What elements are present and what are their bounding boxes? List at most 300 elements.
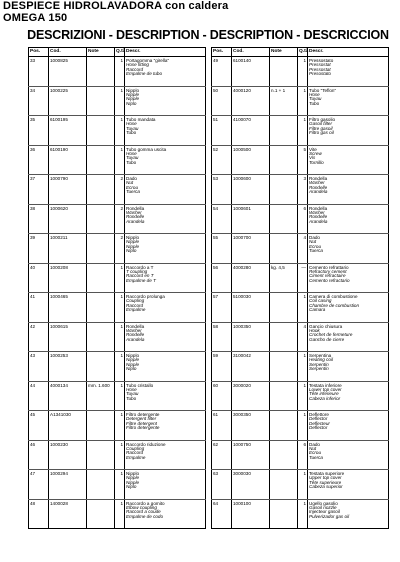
descr-line: Niplo xyxy=(126,248,137,254)
cell-descr xyxy=(125,204,206,234)
descr-line: Raccordo a gomito xyxy=(126,500,165,506)
cell-note xyxy=(87,440,115,470)
descr-line: Niplo xyxy=(126,366,137,372)
cell-qta: 1 xyxy=(115,322,125,352)
cell-pos: 47 xyxy=(29,470,49,500)
table-row xyxy=(212,234,389,264)
cell-descr xyxy=(125,145,206,175)
descr-line: Tuerca xyxy=(126,189,140,195)
descr-line: Serpentina xyxy=(309,353,332,358)
descr-line: Hose xyxy=(126,386,137,392)
col-pos-header: Pos. xyxy=(29,48,49,57)
cell-qta: 1 xyxy=(298,57,308,87)
descr-line: Testata inferiore xyxy=(309,382,342,388)
descr-line: Raccord xyxy=(126,66,144,72)
table-row xyxy=(29,145,206,175)
descr-line: Washer xyxy=(126,209,142,215)
cell-note xyxy=(87,411,115,441)
cell-note xyxy=(87,499,115,529)
col-note-header: Note xyxy=(270,48,298,57)
table-row xyxy=(212,145,389,175)
descr-line: Deflector xyxy=(309,416,328,422)
table-row xyxy=(29,470,206,500)
model-name: OMEGA 150 xyxy=(3,12,68,24)
descr-line: Rondella xyxy=(126,205,145,211)
descr-line: Testata superiore xyxy=(309,471,345,476)
descr-line: Nipplo xyxy=(126,235,140,240)
cell-descr xyxy=(125,234,206,264)
cell-pos: 40 xyxy=(29,263,49,293)
descr-line: Nipple xyxy=(126,361,140,367)
descr-line: Serpentin xyxy=(309,366,329,372)
descr-line: Ecrou xyxy=(309,450,322,456)
table-row xyxy=(29,263,206,293)
descr-line: Rondella xyxy=(126,323,145,329)
descr-line: Raccordo prolunga xyxy=(126,294,165,299)
cell-pos: 52 xyxy=(212,145,232,175)
descr-line: Tuerca xyxy=(309,248,323,254)
cell-descr xyxy=(125,440,206,470)
cell-descr xyxy=(308,145,389,175)
descr-line: Pressostato xyxy=(309,58,334,63)
cell-note xyxy=(87,352,115,382)
title-main: DESPIECE HIDROLAVADORA xyxy=(3,0,162,12)
table-row xyxy=(29,86,206,116)
descr-line: Arandela xyxy=(126,336,145,342)
descr-line: Rondelle xyxy=(126,214,145,220)
cell-pos: 58 xyxy=(212,322,232,352)
descr-line: Coil casing xyxy=(309,298,332,304)
table-row xyxy=(29,116,206,146)
cell-cod: 1400028 xyxy=(49,499,87,529)
cell-qta: — xyxy=(298,263,308,293)
descr-line: Filtre gasoil xyxy=(309,125,333,131)
descr-line: Ecrou xyxy=(309,243,322,249)
cell-note: mm. 1.600 xyxy=(87,381,115,411)
descr-line: Filtre detergent xyxy=(126,420,157,426)
cell-qta: 1 xyxy=(298,86,308,116)
descr-line: Deflettore xyxy=(309,412,329,417)
descr-line: Washer xyxy=(309,209,325,215)
cell-qta: 1 xyxy=(115,440,125,470)
parts-tables xyxy=(28,47,388,559)
descr-line: Ecrou xyxy=(126,184,139,190)
table-row xyxy=(29,352,206,382)
cell-qta: 1 xyxy=(115,381,125,411)
col-qta-header: Q.tà xyxy=(298,48,308,57)
descr-line: Cabeza inferior xyxy=(309,395,341,401)
descr-line: Dado xyxy=(309,235,320,240)
col-cod-header: Cod. xyxy=(49,48,87,57)
table-row xyxy=(212,204,389,234)
descr-line: Niplo xyxy=(126,100,137,106)
cell-pos: 44 xyxy=(29,381,49,411)
cell-cod: 1000620 xyxy=(49,204,87,234)
cell-descr xyxy=(125,86,206,116)
descr-line: Tuyau xyxy=(309,96,322,102)
descr-line: Tubo xyxy=(309,100,320,106)
descr-line: Tubo "Teflon" xyxy=(309,87,337,93)
descr-line: Nipplo xyxy=(126,353,140,358)
cell-pos: 36 xyxy=(29,145,49,175)
cell-note xyxy=(270,352,298,382)
descr-line: Nipple xyxy=(126,243,140,249)
cell-note xyxy=(87,175,115,205)
cell-pos: 48 xyxy=(29,499,49,529)
cell-qta: 3 xyxy=(298,175,308,205)
table-header-row xyxy=(29,48,206,57)
cell-pos: 62 xyxy=(212,440,232,470)
cell-note xyxy=(270,440,298,470)
cell-qta: 1 xyxy=(115,411,125,441)
cell-descr xyxy=(125,411,206,441)
descr-line: Ugello gasolio xyxy=(309,500,338,506)
descr-line: Niplo xyxy=(126,484,137,490)
descr-line: Camera di combustione xyxy=(309,294,358,299)
cell-descr xyxy=(308,293,389,323)
cell-pos: 38 xyxy=(29,204,49,234)
cell-note xyxy=(270,204,298,234)
descr-line: Tête inferieure xyxy=(309,391,339,397)
descr-line: Vis xyxy=(309,155,316,161)
table-row xyxy=(29,57,206,87)
cell-descr xyxy=(308,57,389,87)
cell-cod: 3000020 xyxy=(232,381,270,411)
table-row xyxy=(212,293,389,323)
table-row xyxy=(212,322,389,352)
descr-line: Tubo xyxy=(126,159,137,165)
col-descr-header: Descr. xyxy=(125,48,206,57)
cell-pos: 41 xyxy=(29,293,49,323)
cell-note xyxy=(270,57,298,87)
cell-cod: 4000134 xyxy=(49,381,87,411)
cell-descr xyxy=(125,293,206,323)
cell-descr xyxy=(125,116,206,146)
cell-cod: 1000600 xyxy=(232,175,270,205)
descr-line: Rondelle xyxy=(126,332,145,338)
descr-line: Hose xyxy=(126,150,137,156)
cell-cod: 1000230 xyxy=(49,440,87,470)
cell-cod: 1000825 xyxy=(49,57,87,87)
cell-qta: 1 xyxy=(298,381,308,411)
cell-note: n.1 + 1 xyxy=(270,86,298,116)
descr-line: Deflecteur xyxy=(309,420,330,426)
cell-descr xyxy=(308,470,389,500)
descr-line: Nipple xyxy=(126,91,140,97)
col-pos-header: Pos. xyxy=(212,48,232,57)
descr-line: Crochet de fermeture xyxy=(309,332,353,338)
cell-cod: 1000211 xyxy=(49,234,87,264)
table-row xyxy=(212,175,389,205)
cell-note xyxy=(270,322,298,352)
cell-qta: 1 xyxy=(115,499,125,529)
descr-line: Empalme de codo xyxy=(126,513,164,519)
cell-descr xyxy=(125,499,206,529)
descr-line: Cemento refrattario xyxy=(309,264,349,270)
descr-line: Arandela xyxy=(309,189,328,195)
descr-line: Hose fitting xyxy=(126,62,149,68)
cell-pos: 39 xyxy=(29,234,49,264)
parts-table-left xyxy=(28,47,206,529)
cell-note xyxy=(270,470,298,500)
cell-descr xyxy=(308,204,389,234)
descr-line: Deflector xyxy=(309,425,328,431)
descr-line: Tubo gomma uscita xyxy=(126,146,167,152)
cell-descr xyxy=(308,381,389,411)
table-row xyxy=(212,499,389,529)
cell-pos: 56 xyxy=(212,263,232,293)
descr-line: Tornillo xyxy=(309,159,324,165)
cell-descr xyxy=(308,440,389,470)
descr-line: Dado xyxy=(126,176,137,181)
cell-cod: 3000350 xyxy=(232,411,270,441)
descr-line: Hose xyxy=(126,121,137,127)
descr-line: Rondella xyxy=(309,176,328,181)
cell-note xyxy=(270,145,298,175)
descr-line: Raccord xyxy=(126,450,144,456)
descr-line: Heating coil xyxy=(309,357,334,363)
descr-line: Coupling xyxy=(126,445,145,451)
cell-descr xyxy=(125,57,206,87)
table-row xyxy=(29,175,206,205)
cell-qta: 1 xyxy=(298,293,308,323)
descr-line: Presostato xyxy=(309,71,331,77)
descr-line: Tuyau xyxy=(126,391,139,397)
descr-line: Rondelle xyxy=(309,184,328,190)
cell-descr xyxy=(125,470,206,500)
descr-line: Empalme de tubo xyxy=(126,71,163,77)
cell-cod: 1000750 xyxy=(232,440,270,470)
col-note-header: Note xyxy=(87,48,115,57)
table-row xyxy=(29,440,206,470)
descr-line: Cabeza superior xyxy=(309,484,343,490)
descr-line: Gasoil filter xyxy=(309,121,332,127)
cell-descr xyxy=(308,352,389,382)
descr-line: Nut xyxy=(309,445,317,451)
table-row xyxy=(212,116,389,146)
cell-qta: 4 xyxy=(298,234,308,264)
descr-line: Tête superieure xyxy=(309,479,342,485)
descr-line: Nut xyxy=(309,239,317,245)
cell-pos: 61 xyxy=(212,411,232,441)
cell-pos: 64 xyxy=(212,499,232,529)
col-qta-header: Q.tà xyxy=(115,48,125,57)
descr-line: Dado xyxy=(309,441,320,447)
descr-line: Nut xyxy=(126,180,134,186)
cell-cod: 1000601 xyxy=(232,204,270,234)
descr-line: Tubo xyxy=(126,395,137,401)
descr-line: Raccord xyxy=(126,302,144,308)
cell-pos: 50 xyxy=(212,86,232,116)
descr-line: Filtro detergente xyxy=(126,425,160,431)
descr-line: Gasoil nozzle xyxy=(309,504,337,510)
cell-descr xyxy=(308,263,389,293)
cell-qta: 1 xyxy=(115,293,125,323)
descr-line: Raccord a coude xyxy=(126,509,161,515)
descr-line: Gancho de cierre xyxy=(309,336,345,342)
descr-line: Camara xyxy=(309,307,326,313)
cell-pos: 57 xyxy=(212,293,232,323)
cell-descr xyxy=(125,175,206,205)
cell-descr xyxy=(308,234,389,264)
descr-line: Nipple xyxy=(126,475,140,481)
descr-line: Empalme xyxy=(126,454,146,460)
table-row xyxy=(212,381,389,411)
descr-line: Vite xyxy=(309,146,317,152)
cell-cod: 1000465 xyxy=(49,293,87,323)
cell-pos: 37 xyxy=(29,175,49,205)
descr-line: Nipplo xyxy=(126,471,140,476)
descr-line: Hook xyxy=(309,327,320,333)
descr-line: Refractory cement xyxy=(309,268,347,274)
cell-qta: 1 xyxy=(115,57,125,87)
cell-descr xyxy=(125,381,206,411)
descr-line: Arandela xyxy=(126,218,145,224)
cell-cod: 1000208 xyxy=(49,263,87,293)
table-row xyxy=(212,86,389,116)
cell-pos: 42 xyxy=(29,322,49,352)
title-line xyxy=(3,0,228,12)
descr-line: Rondella xyxy=(309,205,328,211)
cell-descr xyxy=(308,411,389,441)
cell-qta: 1 xyxy=(298,470,308,500)
cell-cod: 6100195 xyxy=(49,116,87,146)
descr-line: Serpentin xyxy=(309,361,329,367)
cell-note xyxy=(270,234,298,264)
cell-qta: 4 xyxy=(298,322,308,352)
cell-qta: 1 xyxy=(115,470,125,500)
document-heading xyxy=(3,0,228,24)
cell-note xyxy=(87,116,115,146)
cell-descr xyxy=(125,322,206,352)
descr-line: Nipple xyxy=(126,479,140,485)
cell-pos: 35 xyxy=(29,116,49,146)
cell-pos: 45 xyxy=(29,411,49,441)
cell-cod: 1000790 xyxy=(49,175,87,205)
descr-line: Filtro gasolio xyxy=(309,117,336,122)
cell-pos: 33 xyxy=(29,57,49,87)
table-row xyxy=(212,440,389,470)
descr-line: Tuyau xyxy=(126,155,139,161)
descr-line: Raccord en T xyxy=(126,273,154,279)
descr-line: Portagomma "girella" xyxy=(126,58,170,63)
descr-line: Washer xyxy=(309,180,325,186)
descr-line: Coupling xyxy=(126,298,145,304)
cell-descr xyxy=(308,86,389,116)
cell-qta: 1 xyxy=(298,411,308,441)
cell-descr xyxy=(308,175,389,205)
descr-line: T coupling xyxy=(126,268,148,274)
cell-qta: 1 xyxy=(115,116,125,146)
descr-line: Tuyau xyxy=(126,125,139,131)
descr-line: Elbow coupling xyxy=(126,504,157,510)
cell-descr xyxy=(125,263,206,293)
descr-line: Nipple xyxy=(126,96,140,102)
cell-qta: 1 xyxy=(115,86,125,116)
cell-descr xyxy=(125,352,206,382)
cell-qta: 5 xyxy=(298,145,308,175)
table-row xyxy=(29,499,206,529)
table-row xyxy=(212,352,389,382)
section-banner: DESCRIZIONI - DESCRIPTION - DESCRIPTION - DESCRICCION xyxy=(27,28,389,42)
descr-line: Pressostat xyxy=(309,66,331,72)
cell-qta: 1 xyxy=(298,116,308,146)
descr-line: Pressostat xyxy=(309,62,331,68)
cell-cod: 6100190 xyxy=(49,145,87,175)
cell-note xyxy=(270,293,298,323)
descr-line: Detergent filter xyxy=(126,416,157,422)
cell-note xyxy=(87,57,115,87)
descr-line: Filtro gas oil xyxy=(309,130,334,136)
descr-line: Filtro detergente xyxy=(126,412,160,417)
cell-note xyxy=(87,263,115,293)
cell-pos: 55 xyxy=(212,234,232,264)
descr-line: Lower top cover xyxy=(309,386,342,392)
cell-pos: 63 xyxy=(212,470,232,500)
cell-note: kg. 4,5 xyxy=(270,263,298,293)
cell-qta: 1 xyxy=(115,145,125,175)
descr-line: Gancio chiusura xyxy=(309,323,343,329)
cell-cod: 4000280 xyxy=(232,263,270,293)
cell-note xyxy=(87,234,115,264)
descr-line: Washer xyxy=(126,327,142,333)
table-row xyxy=(212,263,389,293)
cell-pos: 34 xyxy=(29,86,49,116)
cell-cod: A1341030 xyxy=(49,411,87,441)
descr-line: Injecteur gasoil xyxy=(309,509,340,515)
descr-line: Tuerca xyxy=(309,454,323,460)
cell-note xyxy=(87,470,115,500)
cell-cod: 4100070 xyxy=(232,116,270,146)
cell-cod: 6100140 xyxy=(232,57,270,87)
cell-pos: 54 xyxy=(212,204,232,234)
descr-line: Raccordo riduzione xyxy=(126,441,166,447)
col-descr-header: Descr. xyxy=(308,48,389,57)
cell-note xyxy=(87,86,115,116)
cell-note xyxy=(87,293,115,323)
cell-cod: 3000030 xyxy=(232,470,270,500)
descr-line: Screw xyxy=(309,150,322,156)
cell-cod: 1000700 xyxy=(232,234,270,264)
descr-line: Nipple xyxy=(126,357,140,363)
cell-cod: 3100042 xyxy=(232,352,270,382)
table-row xyxy=(29,381,206,411)
cell-cod: 1000500 xyxy=(232,145,270,175)
title-suffix: con caldera xyxy=(165,0,229,12)
cell-note xyxy=(270,411,298,441)
cell-qta: 1 xyxy=(115,263,125,293)
descr-line: Tubo mandata xyxy=(126,117,156,122)
table-row xyxy=(29,293,206,323)
table-row xyxy=(29,204,206,234)
descr-line: Upper top cover xyxy=(309,475,342,481)
descr-line: Hose xyxy=(309,91,320,97)
cell-descr xyxy=(308,499,389,529)
cell-cod: 5100030 xyxy=(232,293,270,323)
descr-line: Tubo cristallo xyxy=(126,382,154,388)
cell-descr xyxy=(308,322,389,352)
parts-table-right xyxy=(211,47,389,529)
cell-note xyxy=(270,116,298,146)
descr-line: Pulverizador gas oil xyxy=(309,513,350,519)
cell-pos: 49 xyxy=(212,57,232,87)
descr-line: Cemento refractario xyxy=(309,277,350,283)
cell-qta: 1 xyxy=(115,352,125,382)
cell-qta: 2 xyxy=(115,234,125,264)
cell-descr xyxy=(308,116,389,146)
table-row xyxy=(29,411,206,441)
cell-qta: 1 xyxy=(298,499,308,529)
